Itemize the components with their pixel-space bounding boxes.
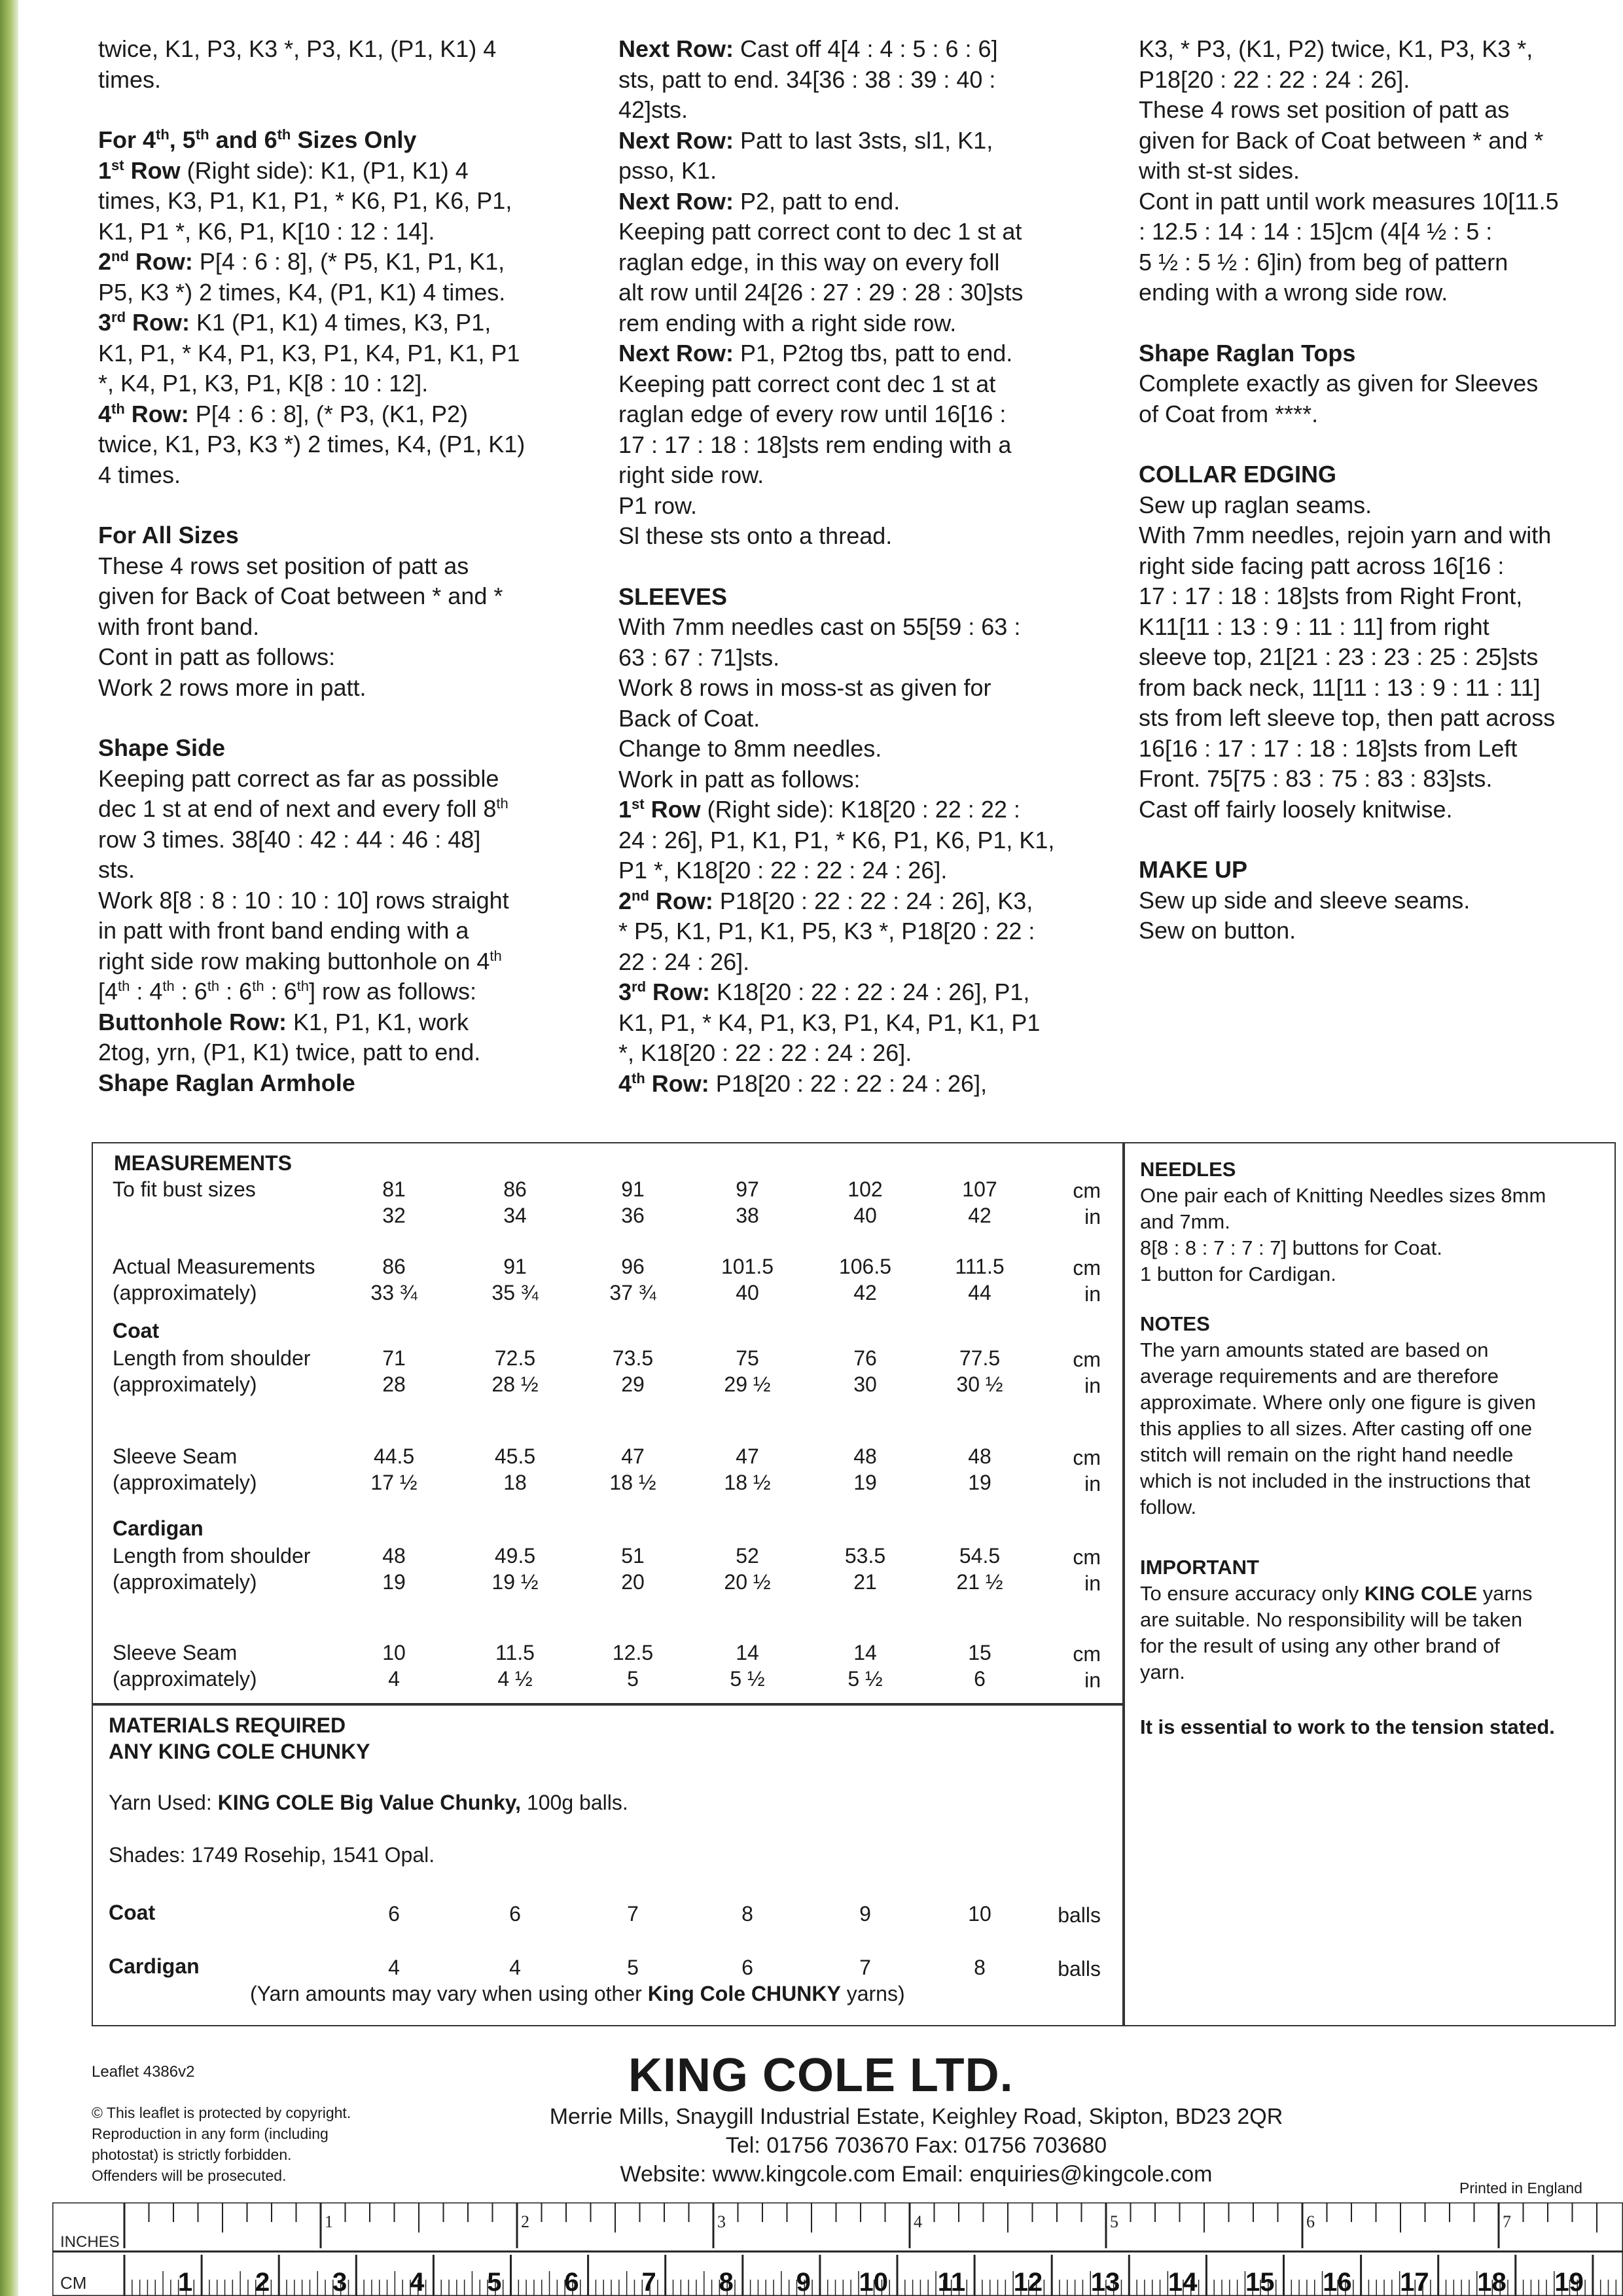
cm-value: 76: [853, 1346, 877, 1370]
inch-value: 4 ½: [497, 1667, 533, 1691]
sleeve-row-4: 4th Row: P18[20 : 22 : 22 : 24 : 26],: [618, 1069, 988, 1097]
text-line: Cont in patt as follows:: [98, 643, 336, 670]
text-line: * P5, K1, P1, K1, P5, K3 *, P18[20 : 22 :: [618, 918, 1035, 944]
cm-number: 11: [937, 2268, 966, 2296]
text-line: sts.: [98, 856, 135, 883]
needles-section: [1140, 1157, 1614, 1287]
needles-notes-box: [1122, 1142, 1616, 2026]
coat-balls: 9: [859, 1902, 871, 1926]
cardigan-label: Cardigan: [109, 1954, 200, 1978]
row-2: 2nd Row: P[4 : 6 : 8], (* P5, K1, P1, K1,: [98, 248, 505, 275]
cm-label: CM: [60, 2273, 87, 2293]
inch-number: 5: [1110, 2212, 1118, 2231]
text-line: right side facing patt across 16[16 :: [1139, 552, 1505, 579]
inch-value: 18 ½: [724, 1471, 771, 1494]
inch-value: 18 ½: [609, 1471, 656, 1494]
text-line: These 4 rows set position of patt as: [1139, 96, 1510, 123]
inch-value: 40: [736, 1281, 759, 1304]
cm-value: 49.5: [494, 1544, 536, 1568]
unit-in: in: [1084, 1472, 1101, 1496]
text-line: Sew up side and sleeve seams.: [1139, 886, 1471, 914]
inch-value: 32: [382, 1204, 406, 1227]
cm-value: 77.5: [959, 1346, 1001, 1370]
cm-value: 73.5: [612, 1346, 654, 1370]
inch-value: 34: [503, 1204, 527, 1227]
cm-number: 9: [796, 2268, 811, 2296]
pattern-column-3: [1139, 34, 1623, 946]
yarn-used: Yarn Used: KING COLE Big Value Chunky, 100g balls.: [109, 1791, 628, 1814]
inch-value: 21 ½: [956, 1570, 1003, 1594]
text-line: K1, P1, * K4, P1, K3, P1, K4, P1, K1, P1: [618, 1009, 1041, 1036]
text-line: yarn.: [1140, 1660, 1185, 1683]
text-line: P1 row.: [618, 492, 698, 519]
text-line: right side row making buttonhole on 4th: [98, 947, 502, 975]
unit-in: in: [1084, 1205, 1101, 1229]
text-line: approximate. Where only one figure is given: [1140, 1391, 1536, 1414]
text-line: times, K3, P1, K1, P1, * K6, P1, K6, P1,: [98, 187, 512, 214]
heading-collar-edging: COLLAR EDGING: [1139, 461, 1336, 488]
text-line: row 3 times. 38[40 : 42 : 44 : 46 : 48]: [98, 825, 481, 853]
measure-sublabel: (approximately): [113, 1667, 257, 1691]
text-line: 1 button for Cardigan.: [1140, 1263, 1336, 1285]
inch-value: 18: [503, 1471, 527, 1494]
inch-value: 20 ½: [724, 1570, 771, 1594]
unit-cm: cm: [1073, 1256, 1101, 1280]
row-1: 1st Row (Right side): K1, (P1, K1) 4: [98, 156, 469, 184]
text-line: *, K4, P1, K3, P1, K[8 : 10 : 12].: [98, 370, 429, 397]
text-line: 17 : 17 : 18 : 18]sts rem ending with a: [618, 431, 1012, 458]
text-line: sts, patt to end. 34[36 : 38 : 39 : 40 :: [618, 65, 996, 93]
inch-number: 6: [1306, 2212, 1315, 2231]
cm-value: 86: [382, 1255, 406, 1278]
text-line: One pair each of Knitting Needles sizes 8mm: [1140, 1184, 1546, 1207]
green-page-edge: [0, 0, 18, 2296]
cm-value: 54.5: [959, 1544, 1001, 1568]
text-line: These 4 rows set position of patt as: [98, 552, 469, 579]
cm-value: 86: [503, 1177, 527, 1201]
inch-value: 28 ½: [491, 1372, 539, 1396]
needles-heading: NEEDLES: [1140, 1158, 1236, 1181]
text-line: Complete exactly as given for Sleeves: [1139, 370, 1539, 397]
text-line: 2tog, yrn, (P1, K1) twice, patt to end.: [98, 1039, 481, 1066]
coat-balls: 6: [388, 1902, 400, 1926]
measuring-ruler: [52, 2202, 1623, 2296]
heading-all-sizes: For All Sizes: [98, 522, 239, 548]
cm-value: 11.5: [495, 1641, 535, 1664]
cm-number: 2: [255, 2268, 270, 2296]
unit-balls: balls: [1058, 1957, 1101, 1981]
text-line: P18[20 : 22 : 22 : 24 : 26].: [1139, 65, 1410, 93]
inch-value: 29: [621, 1372, 645, 1396]
heading-sleeves: SLEEVES: [618, 583, 728, 610]
inch-value: 5 ½: [847, 1667, 883, 1691]
inch-value: 38: [736, 1204, 759, 1227]
measurements-table: [92, 1142, 1125, 1706]
cm-value: 52: [736, 1544, 759, 1568]
yarn-note: (Yarn amounts may vary when using other King Cole CHUNKY yarns): [250, 1982, 905, 2005]
text-line: *, K18[20 : 22 : 22 : 24 : 26].: [618, 1039, 912, 1066]
cm-value: 47: [736, 1444, 759, 1468]
cm-number: 13: [1090, 2268, 1120, 2296]
inch-value: 30: [853, 1372, 877, 1396]
cm-value: 15: [968, 1641, 991, 1664]
text-line: P5, K3 *) 2 times, K4, (P1, K1) 4 times.: [98, 278, 506, 306]
text-line: are suitable. No responsibility will be taken: [1140, 1608, 1523, 1631]
text-line: 24 : 26], P1, K1, P1, * K6, P1, K6, P1, K1,: [618, 826, 1055, 853]
cardigan-heading: Cardigan: [113, 1516, 204, 1540]
materials-subtitle: ANY KING COLE CHUNKY: [109, 1740, 370, 1763]
pattern-column-2: [618, 34, 1116, 1099]
text-line: Keeping patt correct cont dec 1 st at: [618, 370, 996, 397]
text-line: P1 *, K18[20 : 22 : 22 : 24 : 26].: [618, 857, 948, 884]
important-heading: IMPORTANT: [1140, 1556, 1259, 1579]
text-line: of Coat from ****.: [1139, 400, 1319, 427]
cm-number: 10: [859, 2268, 888, 2296]
cm-number: 7: [641, 2268, 656, 2296]
cm-value: 72.5: [494, 1346, 536, 1370]
cm-number: 3: [332, 2268, 348, 2296]
unit-in: in: [1084, 1668, 1101, 1692]
inch-value: 36: [621, 1204, 645, 1227]
text-line: follow.: [1140, 1496, 1197, 1518]
text-line: Work in patt as follows:: [618, 765, 861, 793]
next-row: Next Row: Patt to last 3sts, sl1, K1,: [618, 126, 993, 154]
inch-value: 40: [853, 1204, 877, 1227]
cardigan-balls: 5: [627, 1956, 639, 1979]
inch-value: 6: [974, 1667, 986, 1691]
heading-shape-raglan-armhole: Shape Raglan Armhole: [98, 1069, 355, 1096]
text-line: Back of Coat.: [618, 704, 760, 732]
text-line: 4 times.: [98, 461, 181, 488]
unit-cm: cm: [1073, 1179, 1101, 1202]
text-line: times.: [98, 65, 162, 93]
row-3: 3rd Row: K1 (P1, K1) 4 times, K3, P1,: [98, 309, 491, 336]
text-line: ending with a wrong side row.: [1139, 279, 1448, 306]
text-line: 42]sts.: [618, 96, 688, 123]
cm-number: 4: [410, 2268, 425, 2296]
coat-heading: Coat: [113, 1319, 160, 1342]
cm-value: 81: [382, 1177, 406, 1201]
sleeve-row-3: 3rd Row: K18[20 : 22 : 22 : 24 : 26], P1,: [618, 978, 1030, 1005]
ruler-frame: [52, 2202, 1623, 2296]
text-line: The yarn amounts stated are based on: [1140, 1338, 1489, 1361]
text-line: Keeping patt correct cont to dec 1 st at: [618, 218, 1022, 245]
cm-number: 16: [1323, 2268, 1352, 2296]
cm-value: 107: [962, 1177, 997, 1201]
materials-title: MATERIALS REQUIRED: [109, 1713, 346, 1737]
cm-value: 14: [853, 1641, 877, 1664]
cm-value: 71: [382, 1346, 406, 1370]
heading-shape-raglan-tops: Shape Raglan Tops: [1139, 339, 1356, 367]
measure-label: Length from shoulder: [113, 1346, 311, 1370]
text-line: from back neck, 11[11 : 13 : 9 : 11 : 11]: [1139, 673, 1541, 701]
inch-value: 17 ½: [370, 1471, 418, 1494]
inch-value: 19: [853, 1471, 877, 1494]
text-line: alt row until 24[26 : 27 : 29 : 28 : 30]sts: [618, 279, 1024, 306]
inches-label: INCHES: [60, 2233, 120, 2251]
text-line: Change to 8mm needles.: [618, 735, 882, 762]
next-row: Next Row: P2, patt to end.: [618, 187, 901, 215]
text-line: given for Back of Coat between * and *: [1139, 126, 1544, 154]
heading-make-up: MAKE UP: [1139, 856, 1248, 883]
cm-value: 102: [847, 1177, 883, 1201]
text-line: with st-st sides.: [1139, 157, 1300, 184]
coat-label: Coat: [109, 1901, 156, 1924]
inch-value: 4: [388, 1667, 400, 1691]
inch-value: 33 ¾: [370, 1281, 418, 1304]
notes-section: [1140, 1311, 1614, 1520]
unit-balls: balls: [1058, 1903, 1101, 1927]
inch-number: 7: [1503, 2212, 1511, 2231]
measure-sublabel: (approximately): [113, 1281, 257, 1304]
inch-number: 3: [717, 2212, 726, 2231]
cm-value: 91: [503, 1255, 527, 1278]
measure-label: To fit bust sizes: [113, 1177, 256, 1201]
text-line: Work 2 rows more in patt.: [98, 673, 366, 701]
inch-value: 28: [382, 1372, 406, 1396]
text-line: With 7mm needles cast on 55[59 : 63 :: [618, 613, 1021, 640]
inch-value: 29 ½: [724, 1372, 771, 1396]
inch-value: 19: [382, 1570, 406, 1594]
web-email-line[interactable]: Website: www.kingcole.com Email: enquiries@kingcole.com: [620, 2162, 1213, 2187]
sleeve-row-2: 2nd Row: P18[20 : 22 : 22 : 24 : 26], K3,: [618, 887, 1033, 914]
coat-balls: 8: [741, 1902, 753, 1926]
inch-value: 30 ½: [956, 1372, 1003, 1396]
cardigan-balls: 7: [859, 1956, 871, 1979]
cm-number: 14: [1168, 2268, 1198, 2296]
measure-label: Sleeve Seam: [113, 1641, 238, 1664]
text-line: K1, P1, * K4, P1, K3, P1, K4, P1, K1, P1: [98, 339, 520, 367]
cm-number: 19: [1554, 2268, 1584, 2296]
text-line: average requirements and are therefore: [1140, 1365, 1499, 1388]
inch-number: 2: [521, 2212, 529, 2231]
cardigan-balls: 4: [388, 1956, 400, 1979]
next-row: Next Row: Cast off 4[4 : 4 : 5 : 6 : 6]: [618, 35, 998, 62]
cm-number: 6: [564, 2268, 579, 2296]
leaflet-number: Leaflet 4386v2: [92, 2063, 195, 2081]
materials-box: [92, 1703, 1125, 2026]
text-line: stitch will remain on the right hand needle: [1140, 1443, 1514, 1466]
cm-number: 15: [1245, 2268, 1275, 2296]
measure-label: Actual Measurements: [113, 1255, 315, 1278]
text-line: 8[8 : 8 : 7 : 7 : 7] buttons for Coat.: [1140, 1236, 1442, 1259]
inch-value: 44: [968, 1281, 991, 1304]
cm-number: 1: [177, 2268, 193, 2296]
cm-number: 18: [1477, 2268, 1507, 2296]
unit-in: in: [1084, 1282, 1101, 1306]
inch-value: 37 ¾: [609, 1281, 656, 1304]
inch-number: 4: [914, 2212, 922, 2231]
text-line: Cast off fairly loosely knitwise.: [1139, 795, 1453, 823]
text-line: given for Back of Coat between * and *: [98, 583, 503, 609]
cm-value: 10: [382, 1641, 406, 1664]
cm-value: 96: [621, 1255, 645, 1278]
measure-sublabel: (approximately): [113, 1570, 257, 1594]
sleeve-row-1: 1st Row (Right side): K18[20 : 22 : 22 :: [618, 796, 1020, 823]
text-line: for the result of using any other brand of: [1140, 1634, 1500, 1657]
shades: Shades: 1749 Rosehip, 1541 Opal.: [109, 1843, 435, 1867]
cm-value: 51: [621, 1544, 645, 1568]
text-line: with front band.: [98, 613, 260, 640]
unit-cm: cm: [1073, 1545, 1101, 1569]
text-line: Work 8[8 : 8 : 10 : 10 : 10] rows straight: [98, 886, 509, 914]
text-line: 16[16 : 17 : 17 : 18 : 18]sts from Left: [1139, 734, 1518, 762]
cm-number: 8: [719, 2268, 734, 2296]
cm-value: 12.5: [612, 1641, 654, 1664]
unit-cm: cm: [1073, 1446, 1101, 1469]
cardigan-balls: 8: [974, 1956, 986, 1979]
text-line: To ensure accuracy only KING COLE yarns: [1140, 1582, 1533, 1605]
cm-value: 91: [621, 1177, 645, 1201]
brand-name: KING COLE LTD.: [628, 2049, 1014, 2102]
coat-balls: 6: [509, 1902, 521, 1926]
text-line: K11[11 : 13 : 9 : 11 : 11] from right: [1139, 613, 1489, 640]
cm-value: 48: [968, 1444, 991, 1468]
inch-number: 1: [325, 2212, 333, 2231]
buttonhole-row: Buttonhole Row: K1, P1, K1, work: [98, 1008, 469, 1035]
text-line: and 7mm.: [1140, 1210, 1230, 1233]
text-line: psso, K1.: [618, 157, 717, 184]
important-section: [1140, 1554, 1614, 1685]
text-line: Sew on button.: [1139, 917, 1296, 944]
text-line: Sl these sts onto a thread.: [618, 522, 893, 549]
cm-value: 111.5: [955, 1255, 1005, 1278]
text-line: Work 8 rows in moss-st as given for: [618, 674, 991, 701]
text-line: raglan edge of every row until 16[16 :: [618, 401, 1007, 427]
inch-value: 42: [853, 1281, 877, 1304]
heading-4-5-6-sizes: For 4th, 5th and 6th Sizes Only: [98, 126, 417, 153]
text-line: which is not included in the instructions that: [1140, 1469, 1531, 1492]
text-line: sleeve top, 21[21 : 23 : 23 : 25 : 25]sts: [1139, 643, 1539, 670]
text-line: With 7mm needles, rejoin yarn and with: [1139, 522, 1552, 548]
address-line: Merrie Mills, Snaygill Industrial Estate, Keighley Road, Skipton, BD23 2QR: [549, 2104, 1283, 2129]
coat-balls: 10: [968, 1902, 991, 1926]
row-4: 4th Row: P[4 : 6 : 8], (* P3, (K1, P2): [98, 400, 468, 427]
printed-in: Printed in England: [1459, 2179, 1582, 2197]
unit-cm: cm: [1073, 1348, 1101, 1371]
cm-number: 12: [1013, 2268, 1043, 2296]
text-line: 63 : 67 : 71]sts.: [618, 643, 780, 671]
company-address: [425, 2102, 1407, 2189]
text-line: 22 : 24 : 26].: [618, 948, 750, 975]
text-line: : 12.5 : 14 : 14 : 15]cm (4[4 ½ : 5 :: [1139, 218, 1493, 245]
text-line: Cont in patt until work measures 10[11.5: [1139, 187, 1559, 215]
inch-value: 20: [621, 1570, 645, 1594]
pattern-column-1: [98, 34, 596, 1098]
text-line: twice, K1, P3, K3 *, P3, K1, (P1, K1) 4: [98, 35, 497, 62]
text-line: right side row.: [618, 461, 764, 488]
cardigan-balls: 4: [509, 1956, 521, 1979]
cm-value: 45.5: [494, 1444, 536, 1468]
inch-value: 35 ¾: [491, 1281, 539, 1304]
inch-value: 19 ½: [491, 1570, 539, 1594]
text-line: 17 : 17 : 18 : 18]sts from Right Front,: [1139, 583, 1523, 609]
cm-value: 48: [853, 1444, 877, 1468]
cm-number: 5: [487, 2268, 502, 2296]
text-line: this applies to all sizes. After casting off one: [1140, 1417, 1533, 1440]
inch-value: 5 ½: [730, 1667, 765, 1691]
heading-shape-side: Shape Side: [98, 734, 226, 761]
cm-value: 53.5: [844, 1544, 886, 1568]
text-line: Sew up raglan seams.: [1139, 491, 1372, 518]
cm-value: 44.5: [373, 1444, 415, 1468]
measure-sublabel: (approximately): [113, 1372, 257, 1396]
cm-number: 17: [1400, 2268, 1429, 2296]
inch-value: 5: [627, 1667, 639, 1691]
text-line: K1, P1 *, K6, P1, K[10 : 12 : 14].: [98, 217, 435, 245]
coat-balls: 7: [627, 1902, 639, 1926]
measurements-title: MEASUREMENTS: [114, 1151, 293, 1175]
text-line: 5 ½ : 5 ½ : 6]in) from beg of pattern: [1139, 248, 1508, 276]
text-line: twice, K1, P3, K3 *) 2 times, K4, (P1, K1): [98, 431, 526, 457]
measure-label: Length from shoulder: [113, 1544, 311, 1568]
cm-value: 75: [736, 1346, 759, 1370]
text-line: dec 1 st at end of next and every foll 8th: [98, 795, 508, 822]
cm-value: 14: [736, 1641, 759, 1664]
inch-value: 42: [968, 1204, 991, 1227]
cm-value: 97: [736, 1177, 759, 1201]
measure-sublabel: (approximately): [113, 1471, 257, 1494]
unit-in: in: [1084, 1374, 1101, 1397]
text-line: [4th : 4th : 6th : 6th : 6th] row as follows:: [98, 978, 477, 1005]
phone-line: Tel: 01756 703670 Fax: 01756 703680: [725, 2133, 1107, 2158]
cm-value: 48: [382, 1544, 406, 1568]
text-line: sts from left sleeve top, then patt across: [1139, 704, 1556, 731]
text-line: K3, * P3, (K1, P2) twice, K1, P3, K3 *,: [1139, 35, 1533, 62]
copyright-notice: © This leaflet is protected by copyright. Reproduction in any form (including photostat) is strictly forbidden. Offenders will be prosecuted.: [92, 2104, 351, 2184]
tension-warning: It is essential to work to the tension stated.: [1140, 1715, 1555, 1738]
cm-value: 101.5: [721, 1255, 774, 1278]
text-line: raglan edge, in this way on every foll: [618, 248, 1000, 276]
unit-cm: cm: [1073, 1642, 1101, 1666]
measure-label: Sleeve Seam: [113, 1444, 238, 1468]
cm-value: 47: [621, 1444, 645, 1468]
notes-heading: NOTES: [1140, 1312, 1210, 1335]
inch-value: 19: [968, 1471, 991, 1494]
text-line: rem ending with a right side row.: [618, 309, 957, 336]
next-row: Next Row: P1, P2tog tbs, patt to end.: [618, 340, 1013, 367]
cardigan-balls: 6: [741, 1956, 753, 1979]
text-line: in patt with front band ending with a: [98, 917, 469, 944]
cm-value: 106.5: [838, 1255, 892, 1278]
inch-value: 21: [853, 1570, 877, 1594]
text-line: Front. 75[75 : 83 : 75 : 83 : 83]sts.: [1139, 765, 1493, 792]
text-line: Keeping patt correct as far as possible: [98, 764, 499, 792]
unit-in: in: [1084, 1571, 1101, 1595]
